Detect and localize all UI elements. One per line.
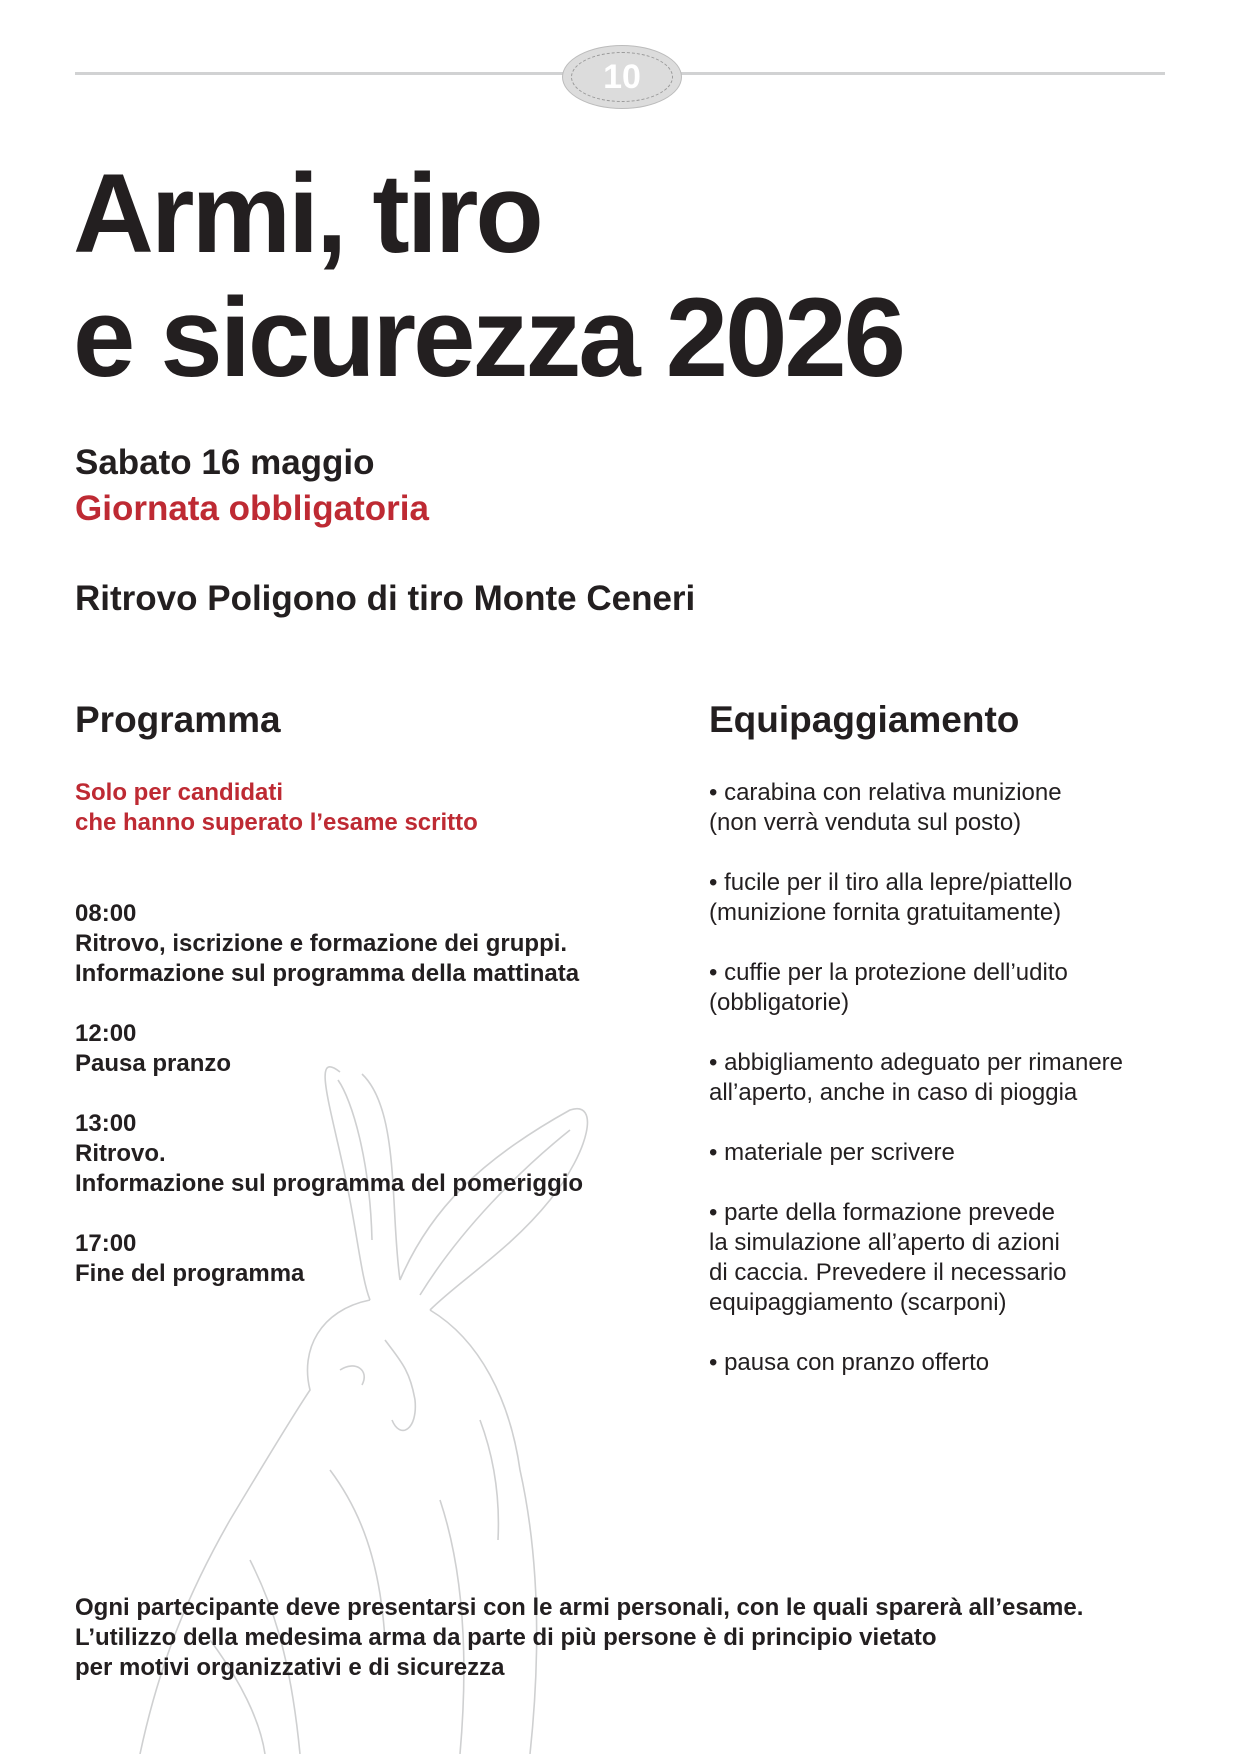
schedule-time: 13:00 xyxy=(75,1110,137,1137)
schedule-line: Pausa pranzo xyxy=(75,1050,232,1077)
equipment-heading: Equipaggiamento xyxy=(709,699,1020,740)
footer-notice-line: L’utilizzo della medesima arma da parte di più persone è di principio vietato xyxy=(75,1624,937,1651)
badge-seal-ring xyxy=(571,52,673,102)
schedule-time: 08:00 xyxy=(75,900,137,927)
equipment-line: la simulazione all’aperto di azioni xyxy=(709,1229,1060,1256)
footer-notice xyxy=(75,1593,1083,1683)
page-number-badge xyxy=(562,45,682,109)
equipment-item xyxy=(709,1138,1169,1168)
equipment-line: all’aperto, anche in caso di pioggia xyxy=(709,1079,1078,1106)
equipment-line: • materiale per scrivere xyxy=(709,1139,955,1166)
page-title-line-1: Armi, tiro xyxy=(73,151,541,276)
schedule-line: Informazione sul programma della mattinata xyxy=(75,960,580,987)
event-type: Giornata obbligatoria xyxy=(75,489,429,528)
equipment-item xyxy=(709,1198,1169,1318)
equipment-line: • fucile per il tiro alla lepre/piattello xyxy=(709,869,1073,896)
schedule-line: Fine del programma xyxy=(75,1260,305,1287)
schedule-line: Ritrovo, iscrizione e formazione dei gruppi. xyxy=(75,930,568,957)
equipment-item xyxy=(709,1348,1169,1378)
equipment-line: • abbigliamento adeguato per rimanere xyxy=(709,1049,1123,1076)
event-date: Sabato 16 maggio xyxy=(75,443,375,482)
page-number: 10 xyxy=(603,57,641,96)
schedule-entry-1300 xyxy=(75,1109,583,1199)
schedule-entry-1200 xyxy=(75,1019,231,1079)
equipment-line: • carabina con relativa munizione xyxy=(709,779,1062,806)
schedule-time: 12:00 xyxy=(75,1020,137,1047)
program-heading: Programma xyxy=(75,699,281,740)
program-note-line: che hanno superato l’esame scritto xyxy=(75,809,478,836)
equipment-item xyxy=(709,868,1169,928)
equipment-line: (munizione fornita gratuitamente) xyxy=(709,899,1062,926)
program-note-line: Solo per candidati xyxy=(75,779,284,806)
equipment-line: di caccia. Prevedere il necessario xyxy=(709,1259,1067,1286)
schedule-line: Informazione sul programma del pomeriggio xyxy=(75,1170,584,1197)
equipment-item xyxy=(709,778,1169,838)
schedule-line: Ritrovo. xyxy=(75,1140,166,1167)
equipment-line: • cuffie per la protezione dell’udito xyxy=(709,959,1068,986)
schedule-time: 17:00 xyxy=(75,1230,137,1257)
schedule-entry-0800 xyxy=(75,899,579,989)
equipment-line: (obbligatorie) xyxy=(709,989,850,1016)
schedule-entry-1700 xyxy=(75,1229,304,1289)
equipment-list xyxy=(709,778,1169,1408)
equipment-line: (non verrà venduta sul posto) xyxy=(709,809,1022,836)
program-note xyxy=(75,778,478,838)
footer-notice-line: per motivi organizzativi e di sicurezza xyxy=(75,1654,505,1681)
page-title xyxy=(73,152,903,400)
equipment-item xyxy=(709,958,1169,1018)
equipment-line: • pausa con pranzo offerto xyxy=(709,1349,990,1376)
footer-notice-line: Ogni partecipante deve presentarsi con le armi personali, con le quali sparerà all’esame. xyxy=(75,1594,1084,1621)
page-title-line-2: e sicurezza 2026 xyxy=(73,275,903,400)
event-location: Ritrovo Poligono di tiro Monte Ceneri xyxy=(75,579,696,618)
equipment-line: • parte della formazione prevede xyxy=(709,1199,1055,1226)
equipment-item xyxy=(709,1048,1169,1108)
equipment-line: equipaggiamento (scarponi) xyxy=(709,1289,1007,1316)
